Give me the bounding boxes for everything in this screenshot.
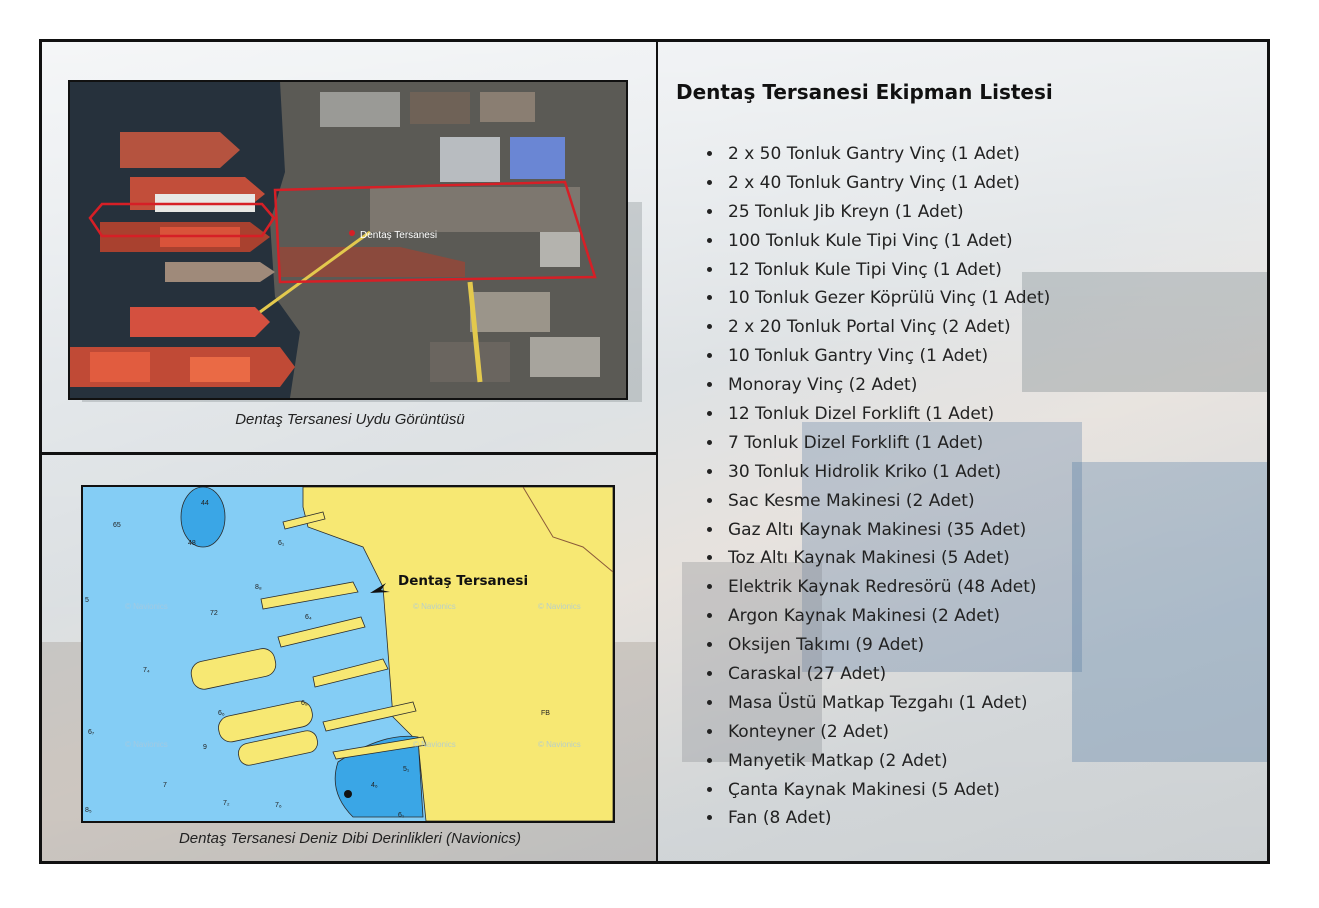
depth-66: 6₆ xyxy=(218,710,225,717)
watermark: © Navionics xyxy=(413,740,456,749)
equipment-item: • 10 Tonluk Gezer Köprülü Vinç (1 Adet) xyxy=(724,284,1050,313)
depth-72: 72 xyxy=(210,610,218,617)
equipment-item: • Konteyner (2 Adet) xyxy=(724,718,1050,747)
equipment-item: • Sac Kesme Makinesi (2 Adet) xyxy=(724,487,1050,516)
depth-72b: 7₂ xyxy=(223,800,230,807)
equipment-item: • Oksijen Takımı (9 Adet) xyxy=(724,631,1050,660)
equipment-item: • 25 Tonluk Jib Kreyn (1 Adet) xyxy=(724,198,1050,227)
equipment-item: • 2 x 50 Tonluk Gantry Vinç (1 Adet) xyxy=(724,140,1050,169)
equipment-item: • 30 Tonluk Hidrolik Kriko (1 Adet) xyxy=(724,458,1050,487)
equipment-item: • Fan (8 Adet) xyxy=(724,804,1050,833)
equipment-item: • Gaz Altı Kaynak Makinesi (35 Adet) xyxy=(724,516,1050,545)
equipment-item: • 7 Tonluk Dizel Forklift (1 Adet) xyxy=(724,429,1050,458)
equipment-item: • Caraskal (27 Adet) xyxy=(724,660,1050,689)
equipment-item: • Masa Üstü Matkap Tezgahı (1 Adet) xyxy=(724,689,1050,718)
equipment-item: • 12 Tonluk Dizel Forklift (1 Adet) xyxy=(724,400,1050,429)
satellite-label: Dentaş Tersanesi xyxy=(360,230,438,241)
satellite-caption: Dentaş Tersanesi Uydu Görüntüsü xyxy=(235,411,465,428)
watermark: © Navionics xyxy=(538,602,581,611)
navionics-chart xyxy=(81,485,615,823)
depth-44: 44 xyxy=(201,500,209,507)
depth-61: 6₁ xyxy=(278,540,285,547)
equipment-item: • 100 Tonluk Kule Tipi Vinç (1 Adet) xyxy=(724,227,1050,256)
watermark: © Navionics xyxy=(125,740,168,749)
depth-88: 8₈ xyxy=(255,584,262,591)
equipment-item: • Manyetik Matkap (2 Adet) xyxy=(724,747,1050,776)
document-frame xyxy=(39,39,1270,864)
depth-5: 5 xyxy=(85,597,89,604)
navionics-label: Dentaş Tersanesi xyxy=(398,573,529,589)
depth-fb: FB xyxy=(541,710,550,717)
equipment-item: • Toz Altı Kaynak Makinesi (5 Adet) xyxy=(724,544,1050,573)
equipment-item: • Monoray Vinç (2 Adet) xyxy=(724,371,1050,400)
depth-74: 7₄ xyxy=(143,667,150,674)
depth-51: 5₁ xyxy=(403,766,410,773)
equipment-item: • Elektrik Kaynak Redresörü (48 Adet) xyxy=(724,573,1050,602)
depth-9: 9 xyxy=(203,744,207,751)
equipment-item: • 10 Tonluk Gantry Vinç (1 Adet) xyxy=(724,342,1050,371)
equipment-list-title: Dentaş Tersanesi Ekipman Listesi xyxy=(676,80,1053,104)
depth-68: 6₈ xyxy=(301,700,308,707)
equipment-list xyxy=(702,140,1050,833)
depth-46: 4₆ xyxy=(371,782,378,789)
equipment-item: • 2 x 40 Tonluk Gantry Vinç (1 Adet) xyxy=(724,169,1050,198)
row-divider xyxy=(42,452,658,455)
equipment-item: • Argon Kaynak Makinesi (2 Adet) xyxy=(724,602,1050,631)
watermark: © Navionics xyxy=(413,602,456,611)
depth-7: 7 xyxy=(163,782,167,789)
anchor-icon xyxy=(344,790,352,798)
depth-65: 65 xyxy=(113,522,121,529)
depth-67: 6₇ xyxy=(88,729,95,736)
depth-85: 8₅ xyxy=(85,807,92,814)
depth-76: 7₆ xyxy=(275,802,282,809)
watermark: © Navionics xyxy=(125,602,168,611)
equipment-item: • Çanta Kaynak Makinesi (5 Adet) xyxy=(724,776,1050,805)
watermark: © Navionics xyxy=(538,740,581,749)
depth-64: 6₄ xyxy=(305,614,312,621)
equipment-item: • 2 x 20 Tonluk Portal Vinç (2 Adet) xyxy=(724,313,1050,342)
depth-61b: 6₁ xyxy=(398,812,405,819)
satellite-image xyxy=(68,80,628,400)
navionics-caption: Dentaş Tersanesi Deniz Dibi Derinlikleri (Navionics) xyxy=(178,830,522,847)
depth-48: 48 xyxy=(188,540,196,547)
equipment-item: • 12 Tonluk Kule Tipi Vinç (1 Adet) xyxy=(724,256,1050,285)
